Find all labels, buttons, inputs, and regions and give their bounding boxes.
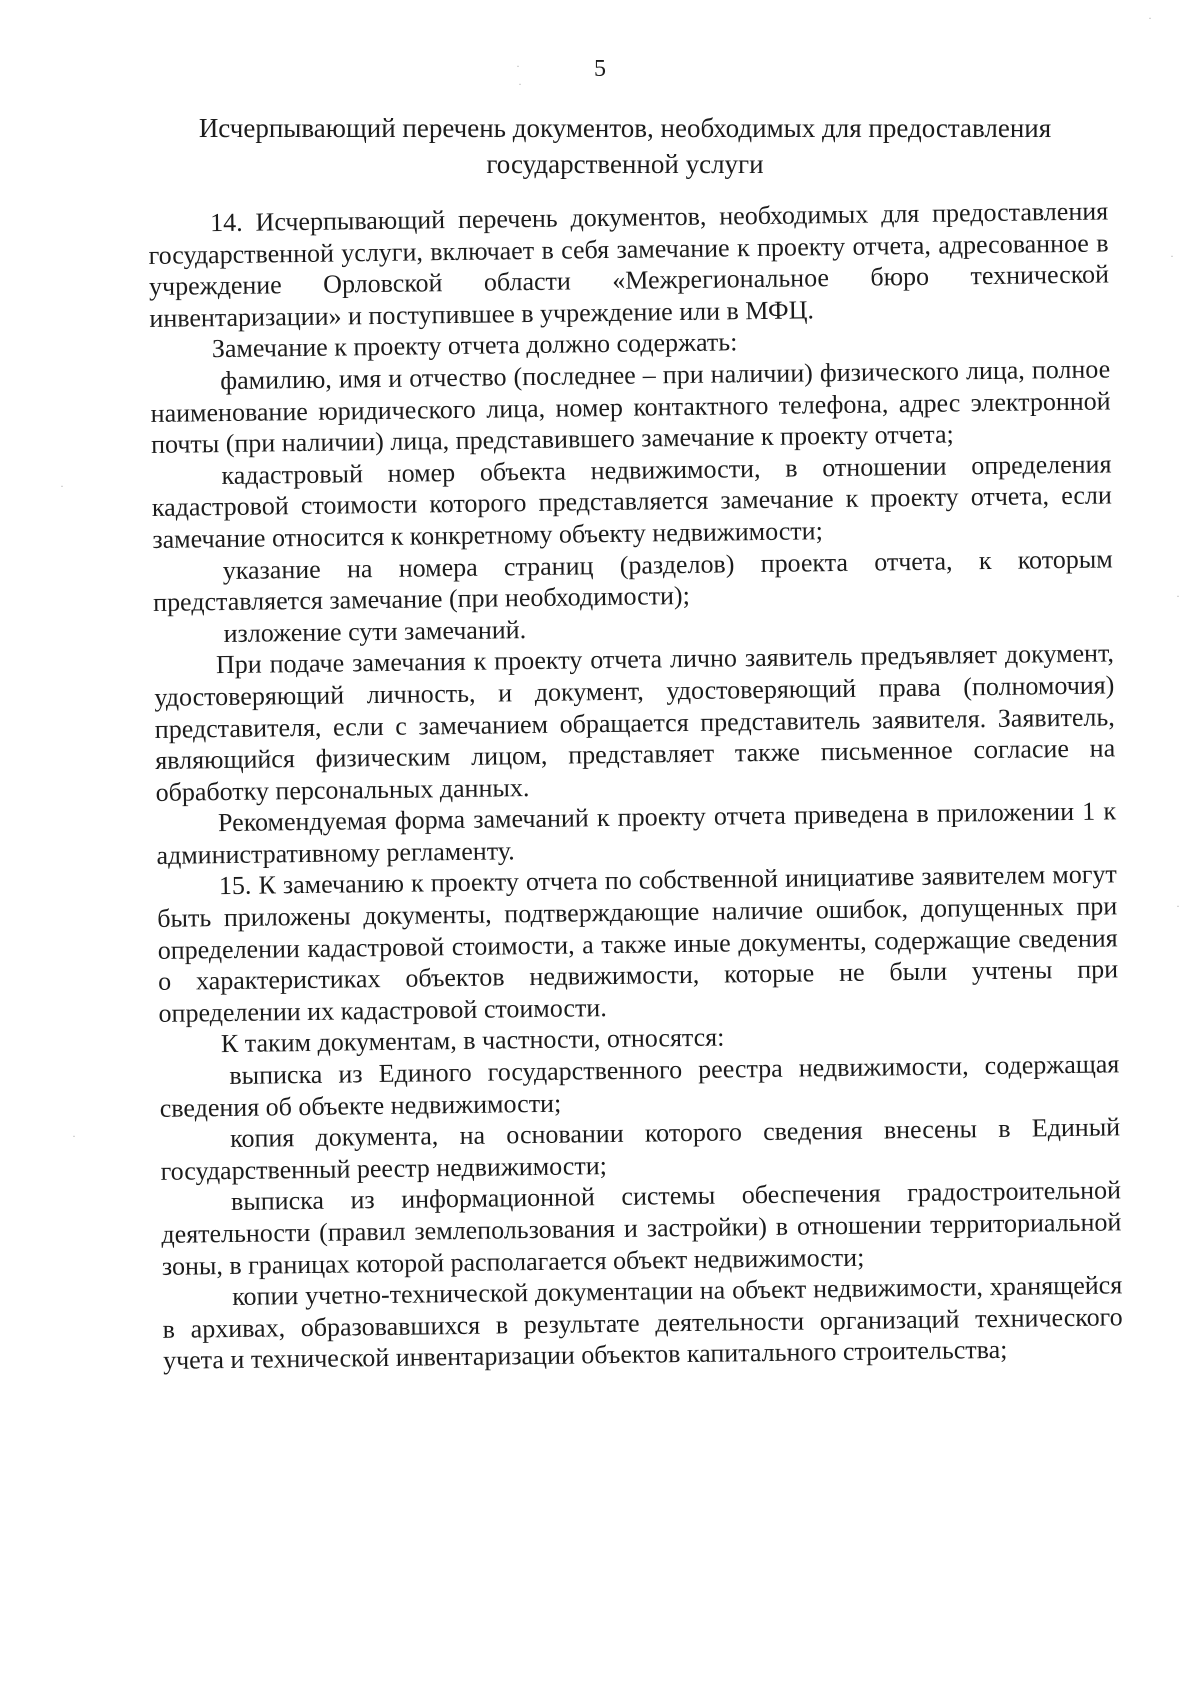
document-body <box>148 195 1123 1376</box>
paragraph-14: 14. Исчерпывающий перечень документов, необходимых для предоставления государственной услуги, включает в себя замечание к проекту отчета, адресованное в учреждение Орловской области «Межрегиональное бюро технической инвентаризации» и поступившее в учреждение или в МФЦ. <box>148 196 1110 333</box>
list-item-full-name: фамилию, имя и отчество (последнее – при наличии) физического лица, полное наименование юридического лица, номер контактного телефона, адрес электронной почты (при наличии) лица, представившего замечание к проекту отчета; <box>150 354 1111 460</box>
paragraph-such-documents-intro: К таким документам, в частности, относятся: <box>220 1022 725 1059</box>
list-item-cadastral-number: кадастровый номер объекта недвижимости, в отношении определения кадастровой стоимости которого представляется замечание к проекту отчета, если замечание относится к конкретному объекту недвижимости; <box>151 449 1113 554</box>
scan-speck: · <box>518 77 522 91</box>
scan-speck: · <box>60 479 64 493</box>
section-heading <box>150 110 1100 182</box>
list-item-remark-essence: изложение сути замечаний. <box>223 614 527 648</box>
list-item-document-copy: копия документа, на основании которого сведения внесены в Единый государственный реестр недвижимости; <box>160 1112 1121 1186</box>
scan-speck: · <box>1176 589 1180 603</box>
scan-speck: · <box>516 59 520 73</box>
paragraph-recommended-form: Рекомендуемая форма замечаний к проекту отчета приведена в приложении 1 к административному регламенту. <box>156 796 1117 870</box>
scan-speck: · <box>1148 11 1152 25</box>
section-heading-line-1: Исчерпывающий перечень документов, необходимых для предоставления <box>198 113 1052 143</box>
list-item-page-numbers: указание на номера страниц (разделов) проекта отчета, к которым представляется замечание (при необходимости); <box>152 543 1113 618</box>
paragraph-15: 15. К замечанию к проекту отчета по собственной инициативе заявителем могут быть приложены документы, подтверждающие наличие ошибок, допущенных при определении кадастровой стоимости, а также иные документы, содержащие сведения о характеристиках объектов недвижимости, которые не были учтены при определении их кадастровой стоимости. <box>157 859 1119 1028</box>
scan-speck: · <box>1176 899 1180 913</box>
page-number: 5 <box>594 56 606 82</box>
scan-speck: · <box>1170 249 1174 263</box>
section-heading-line-2: государственной услуги <box>486 149 764 179</box>
paragraph-remark-contents-intro: Замечание к проекту отчета должно содержать: <box>211 327 738 364</box>
list-item-urban-planning-extract: выписка из информационной системы обеспечения градостроительной деятельности (правил землепользования и застройки) в отношении территориальной зоны, в границах которой располагается объект недвижимости; <box>161 1175 1122 1281</box>
list-item-egrn-extract: выписка из Единого государственного реестра недвижимости, содержащая сведения об объекте недвижимости; <box>159 1049 1120 1123</box>
paragraph-personal-submission: При подаче замечания к проекту отчета лично заявитель предъявляет документ, удостоверяющий личность, и документ, удостоверяющий права (полномочия) представителя, если с замечанием обращается представитель заявителя. Заявитель, являющийся физическим лицом, представляет также письменное согласие на обработку персональных данных. <box>154 638 1116 807</box>
scan-speck: · <box>72 1129 76 1143</box>
list-item-technical-documentation-copies: копии учетно-технической документации на объект недвижимости, хранящейся в архивах, образовавшихся в результате деятельности организаций технического учета и технической инвентаризации объектов капитального строительства; <box>162 1270 1123 1376</box>
